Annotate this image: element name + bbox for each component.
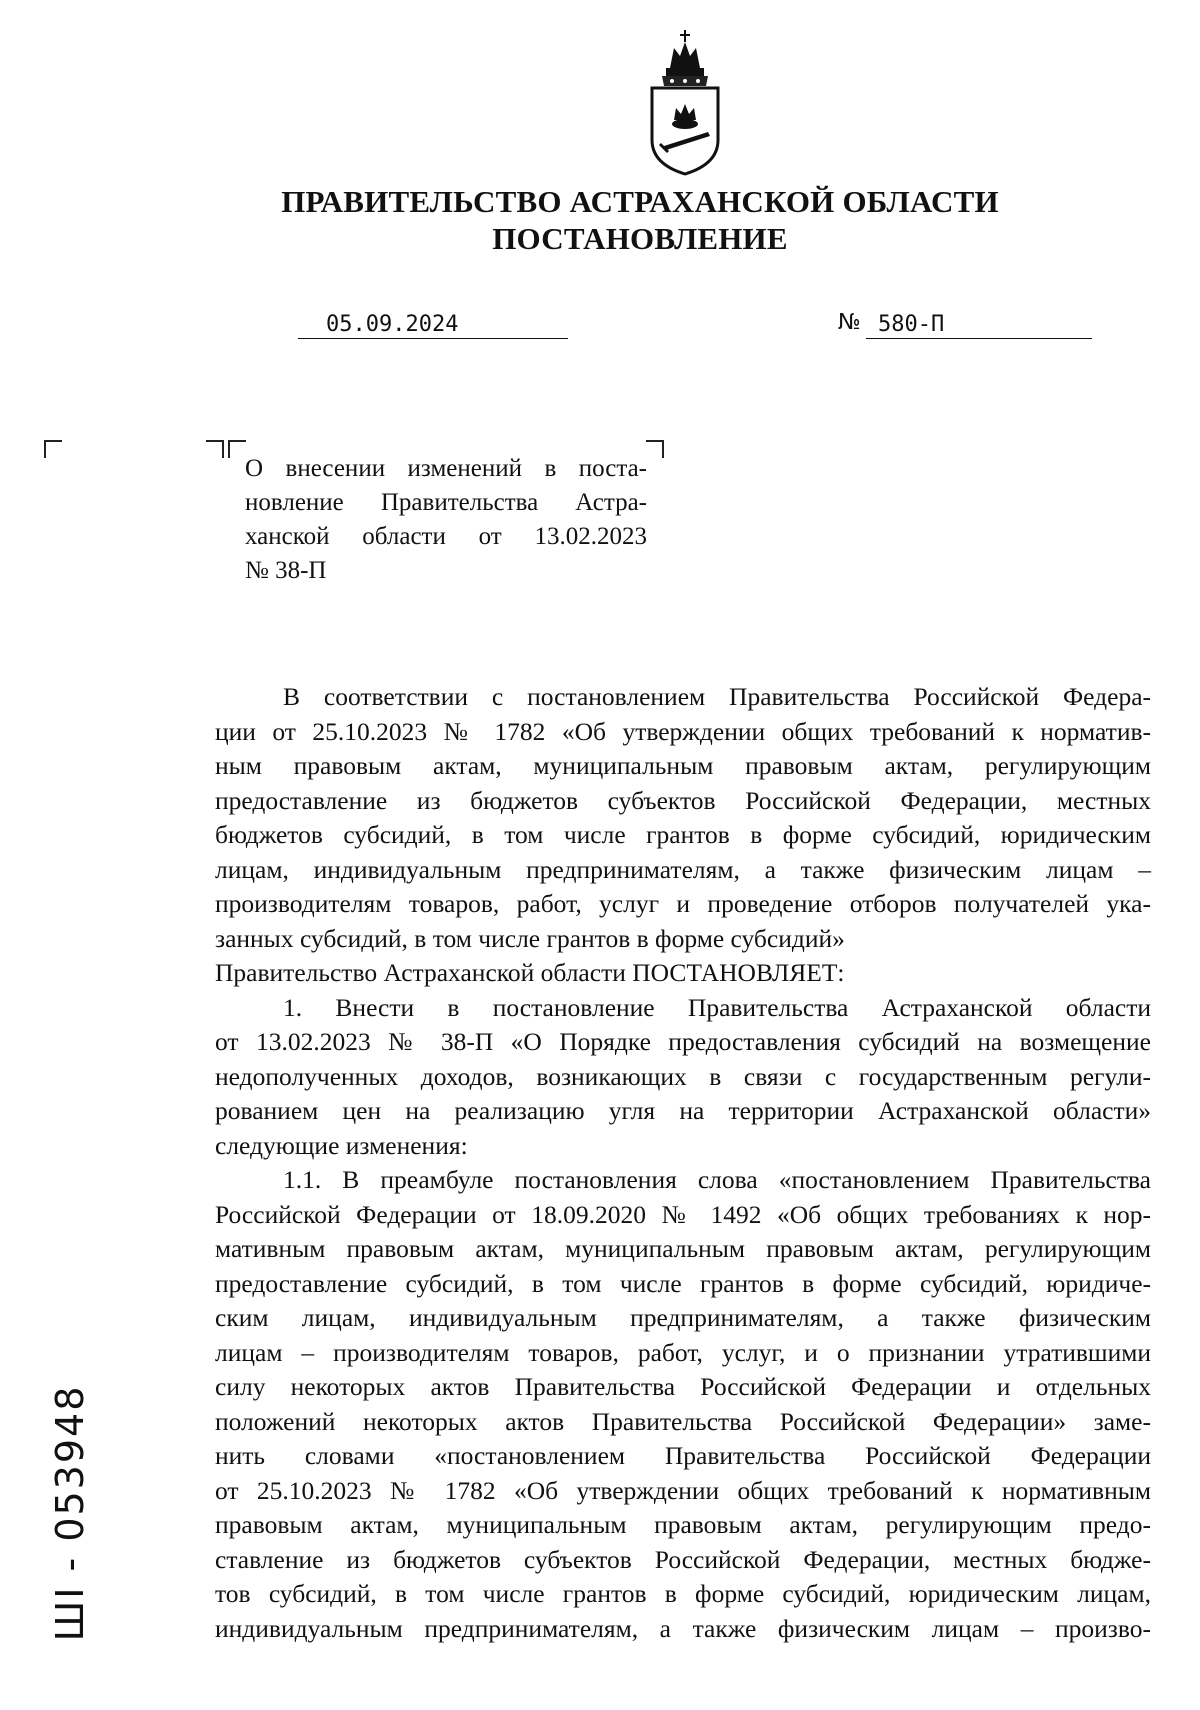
document-body xyxy=(215,680,1151,1646)
corner-mark-mid-right xyxy=(206,440,224,458)
body-line: лицам – производителям товаров, работ, услуг, и о признании утратившими xyxy=(215,1337,1151,1367)
body-line: недополученных доходов, возникающих в связи с государственным регули- xyxy=(215,1061,1151,1091)
body-line: нить словами «постановлением Правительства Российской Федерации xyxy=(215,1441,1151,1470)
corner-mark-mid-left xyxy=(228,440,246,458)
number-sign: № xyxy=(838,310,861,335)
number-field xyxy=(866,306,1092,339)
body-line: 1.1. В преамбуле постановления слова «постановлением Правительства xyxy=(283,1165,1151,1194)
body-line: от 13.02.2023 № 38-П «О Порядке предоставления субсидий на возмещение xyxy=(215,1027,1151,1056)
body-line: занных субсидий, в том числе грантов в форме субсидий» xyxy=(215,923,845,953)
body-line: производителям товаров, работ, услуг и проведение отборов получателей ука- xyxy=(215,889,1151,918)
document-number: 580-П xyxy=(878,312,945,337)
document-date: 05.09.2024 xyxy=(326,312,459,337)
corner-mark-left xyxy=(44,440,62,458)
serial-number: ШI - 053948 xyxy=(48,1384,92,1641)
body-line: ным правовым актам, муниципальным правовым актам, регулирующим xyxy=(215,751,1151,780)
body-line: В соответствии с постановлением Правительства Российской Федера- xyxy=(283,682,1151,711)
body-line: положений некоторых актов Правительства Российской Федерации» заме- xyxy=(215,1406,1151,1436)
body-line: правовым актам, муниципальным правовым актам, регулирующим предо- xyxy=(215,1510,1151,1539)
body-line: ским лицам, индивидуальным предпринимателям, а также физическим xyxy=(215,1303,1151,1332)
body-line: мативным правовым актам, муниципальным правовым актам, регулирующим xyxy=(215,1234,1151,1263)
corner-mark-right xyxy=(646,440,664,458)
body-line: от 25.10.2023 № 1782 «Об утверждении общих требований к нормативным xyxy=(215,1475,1151,1505)
body-line: Правительство Астраханской области ПОСТАНОВЛЯЕТ: xyxy=(215,958,845,987)
organization-name: ПРАВИТЕЛЬСТВО АСТРАХАНСКОЙ ОБЛАСТИ xyxy=(281,184,999,219)
body-line: предоставление из бюджетов субъектов Российской Федерации, местных xyxy=(215,785,1151,815)
date-field xyxy=(298,306,568,339)
body-line: рованием цен на реализацию угля на территории Астраханской области» xyxy=(215,1096,1151,1125)
body-line: ции от 25.10.2023 № 1782 «Об утверждении общих требований к норматив- xyxy=(215,716,1151,746)
document-subject xyxy=(245,452,647,588)
body-line: индивидуальным предпринимателям, а также физическим лицам – произво- xyxy=(215,1613,1151,1643)
body-line: предоставление субсидий, в том числе грантов в форме субсидий, юридиче- xyxy=(215,1268,1151,1298)
subject-line: ханской области от 13.02.2023 xyxy=(245,523,647,550)
body-line: тов субсидий, в том числе грантов в форме субсидий, юридическим лицам, xyxy=(215,1579,1151,1608)
body-line: силу некоторых актов Правительства Российской Федерации и отдельных xyxy=(215,1372,1151,1401)
coat-of-arms-icon xyxy=(648,28,722,176)
body-line: 1. Внести в постановление Правительства Астраханской области xyxy=(283,992,1151,1022)
subject-line: новление Правительства Астра- xyxy=(245,489,647,516)
body-line: лицам, индивидуальным предпринимателям, а также физическим лицам – xyxy=(215,854,1151,884)
subject-line: № 38-П xyxy=(245,557,327,584)
document-type: ПОСТАНОВЛЕНИЕ xyxy=(492,221,788,256)
body-line: бюджетов субсидий, в том числе грантов в форме субсидий, юридическим xyxy=(215,820,1151,849)
body-line: следующие изменения: xyxy=(215,1130,468,1160)
serial-stamp xyxy=(40,1380,100,1645)
body-line: ставление из бюджетов субъектов Российской Федерации, местных бюдже- xyxy=(215,1544,1151,1574)
subject-line: О внесении изменений в поста- xyxy=(245,455,647,482)
body-line: Российской Федерации от 18.09.2020 № 1492 «Об общих требованиях к нор- xyxy=(215,1199,1151,1229)
